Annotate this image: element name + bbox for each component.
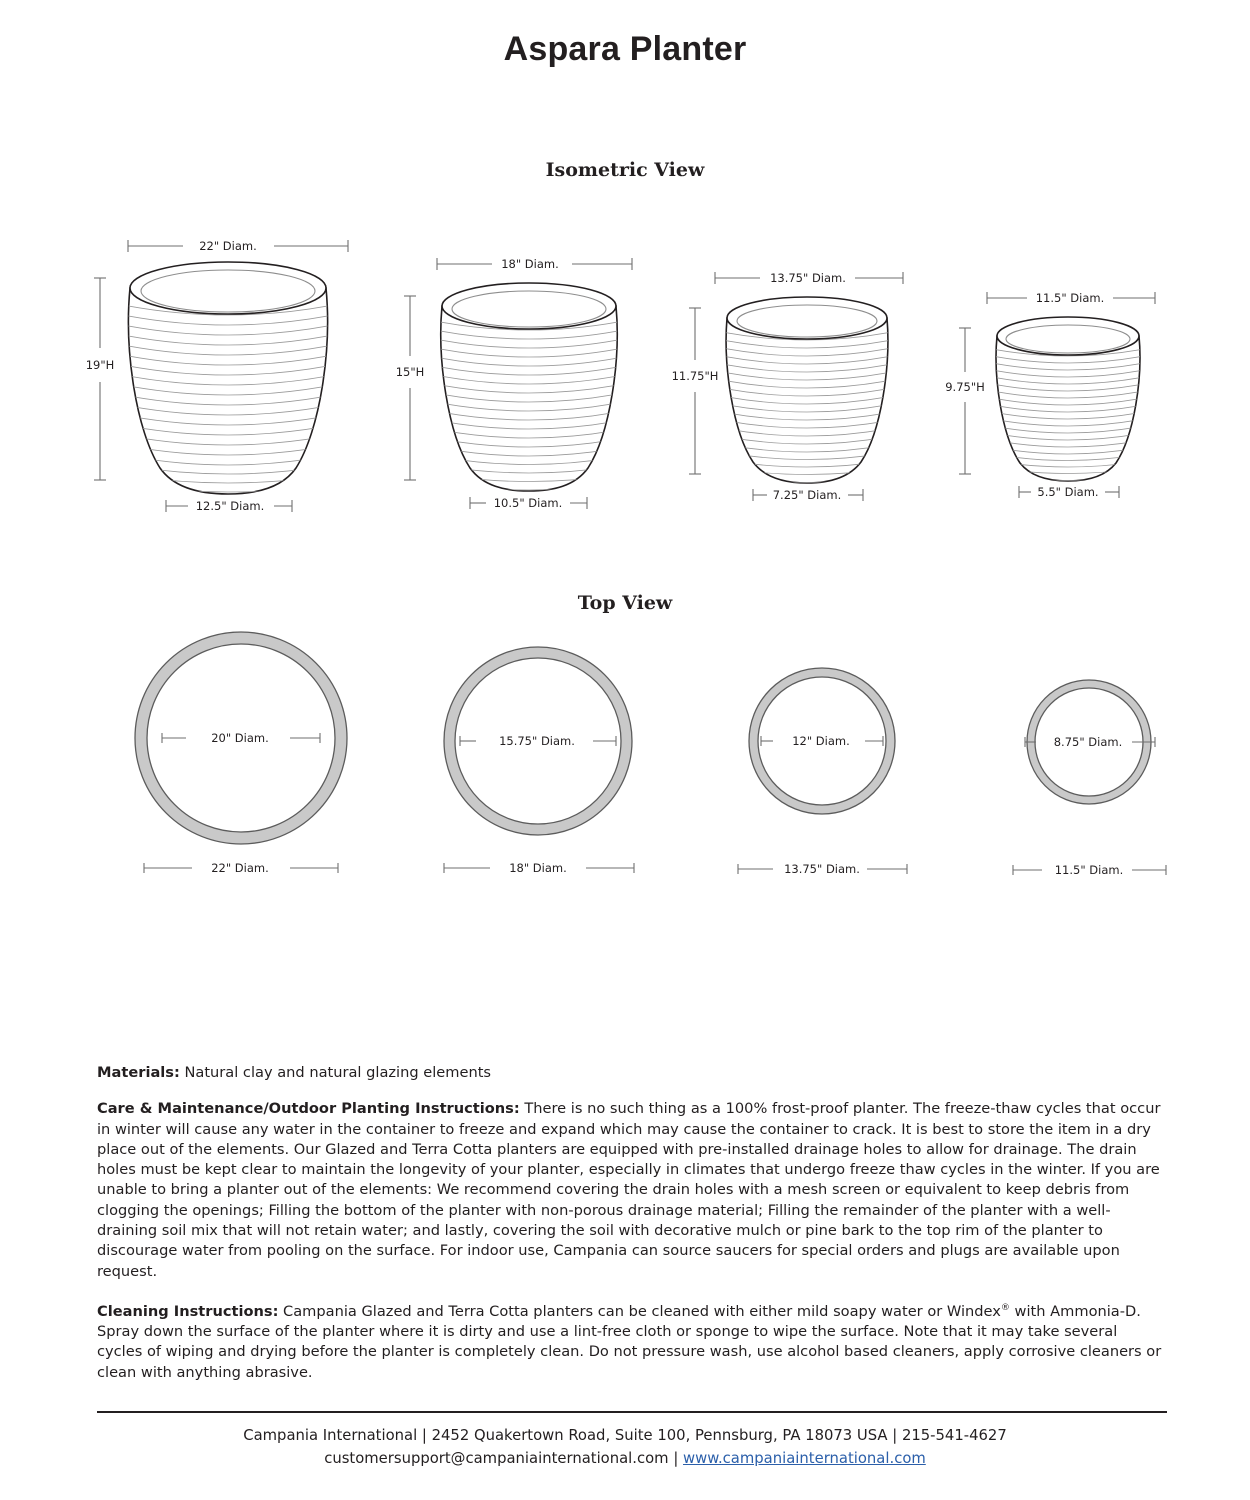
planter-body — [987, 317, 1149, 481]
dimension-label-outer-diameter: 22" Diam. — [211, 861, 269, 875]
page-title: Aspara Planter — [503, 30, 747, 68]
footer-contact-line — [0, 1447, 1250, 1470]
footer-company-address: Campania International | 2452 Quakertown Road, Suite 100, Pennsburg, PA 18073 USA | 215-541-4627 — [243, 1427, 1007, 1444]
top-views-row — [0, 630, 1250, 890]
isometric-figure-22 — [78, 230, 378, 520]
footer — [0, 1424, 1250, 1470]
isometric-views-row — [0, 230, 1250, 530]
materials-label: Materials: — [97, 1064, 180, 1081]
dimension-label-height: 19"H — [85, 358, 115, 372]
planter-body — [118, 262, 338, 494]
dimension-line-height — [94, 278, 106, 480]
footer-separator: | — [668, 1450, 684, 1467]
dimension-label-inner-diameter: 12" Diam. — [792, 734, 850, 748]
care-text: There is no such thing as a 100% frost-proof planter. The freeze-thaw cycles that occur in winter will cause any water in the container to freeze and expand which may cause the container to crack. It is best to store the item in a dry place out of the elements. Our Glazed and Terra Cotta planters are equipped with pre-installed drainage holes to allow for drainage. The drain holes must be kept clear to maintain the longevity of your planter, especially in climates that undergo freeze thaw cycles in the winter. If you are unable to bring a planter out of the elements: We recommend covering the drain holes with a mesh screen or equivalent to keep debris from clogging the openings; Filling the bottom of the planter with non-porous drainage material; Filling the remainder of the planter with a well-draining soil mix that will not retain water; and lastly, covering the soil with decorative mulch or pine bark to the top rim of the planter to discourage water from pooling on the surface. For indoor use, Campania can source saucers for special orders and plugs are available upon request. — [97, 1100, 1161, 1280]
dimension-label-height: 15"H — [395, 365, 425, 379]
care-paragraph — [97, 1099, 1165, 1282]
planter-body — [717, 297, 897, 483]
footer-website-link[interactable]: www.campaniainternational.com — [683, 1450, 926, 1467]
isometric-figure-11-5 — [935, 286, 1200, 536]
top-figure-13-75 — [725, 666, 925, 881]
dimension-label-height: 11.75"H — [671, 369, 719, 383]
rim-inner — [141, 270, 315, 312]
dimension-label-base-diameter: 12.5" Diam. — [195, 499, 265, 513]
rim-inner — [452, 291, 606, 327]
dimension-label-inner-diameter: 8.75" Diam. — [1053, 735, 1123, 749]
top-view-heading: Top View — [577, 592, 673, 614]
dimension-label-outer-diameter: 13.75" Diam. — [784, 862, 860, 876]
cleaning-text-part-1: Campania Glazed and Terra Cotta planters can be cleaned with either mild soapy water or Windex — [278, 1302, 1001, 1320]
dimension-label-base-diameter: 5.5" Diam. — [1037, 485, 1099, 499]
top-figure-11-5 — [1000, 678, 1185, 883]
isometric-figure-13-75 — [665, 264, 945, 532]
dimension-label-height: 9.75"H — [945, 380, 985, 394]
rim-inner — [1006, 325, 1130, 353]
dimension-label-top-diameter: 11.5" Diam. — [1035, 291, 1105, 305]
dimension-label-base-diameter: 10.5" Diam. — [493, 496, 563, 510]
dimension-label-inner-diameter: 20" Diam. — [211, 731, 269, 745]
dimension-label-top-diameter: 18" Diam. — [501, 257, 559, 271]
isometric-figure-18 — [382, 248, 672, 528]
dimension-label-outer-diameter: 18" Diam. — [509, 861, 567, 875]
cleaning-paragraph — [97, 1298, 1165, 1383]
cleaning-label: Cleaning Instructions: — [97, 1302, 279, 1320]
isometric-view-heading: Isometric View — [545, 159, 705, 181]
planter-body — [430, 283, 628, 491]
care-label: Care & Maintenance/Outdoor Planting Instructions: — [97, 1100, 520, 1118]
dimension-label-outer-diameter: 11.5" Diam. — [1054, 863, 1124, 877]
cleaning-text-part-2: with Ammonia-D. Spray down the surface of the planter where it is dirty and use a lint-free cloth or sponge to wipe the surface. Note that it may take several cycles of wiping and drying before the planter is completely clean. Do not pressure wash, use alcohol based cleaners, apply corrosive cleaners or clean with anything abrasive. — [97, 1302, 1162, 1381]
footer-divider — [97, 1411, 1167, 1413]
top-figure-22 — [130, 630, 370, 880]
dimension-label-top-diameter: 22" Diam. — [199, 239, 257, 253]
materials-text: Natural clay and natural glazing elements — [179, 1064, 492, 1081]
rim-inner — [737, 305, 877, 337]
dimension-label-inner-diameter: 15.75" Diam. — [499, 734, 575, 748]
registered-trademark-symbol: ® — [1000, 1302, 1010, 1313]
materials-paragraph — [97, 1063, 1165, 1083]
specifications-text — [97, 1063, 1165, 1383]
footer-email[interactable]: customersupport@campaniainternational.com — [324, 1450, 669, 1467]
top-figure-18 — [438, 645, 653, 880]
dimension-label-top-diameter: 13.75" Diam. — [770, 271, 846, 285]
dimension-label-base-diameter: 7.25" Diam. — [772, 488, 842, 502]
